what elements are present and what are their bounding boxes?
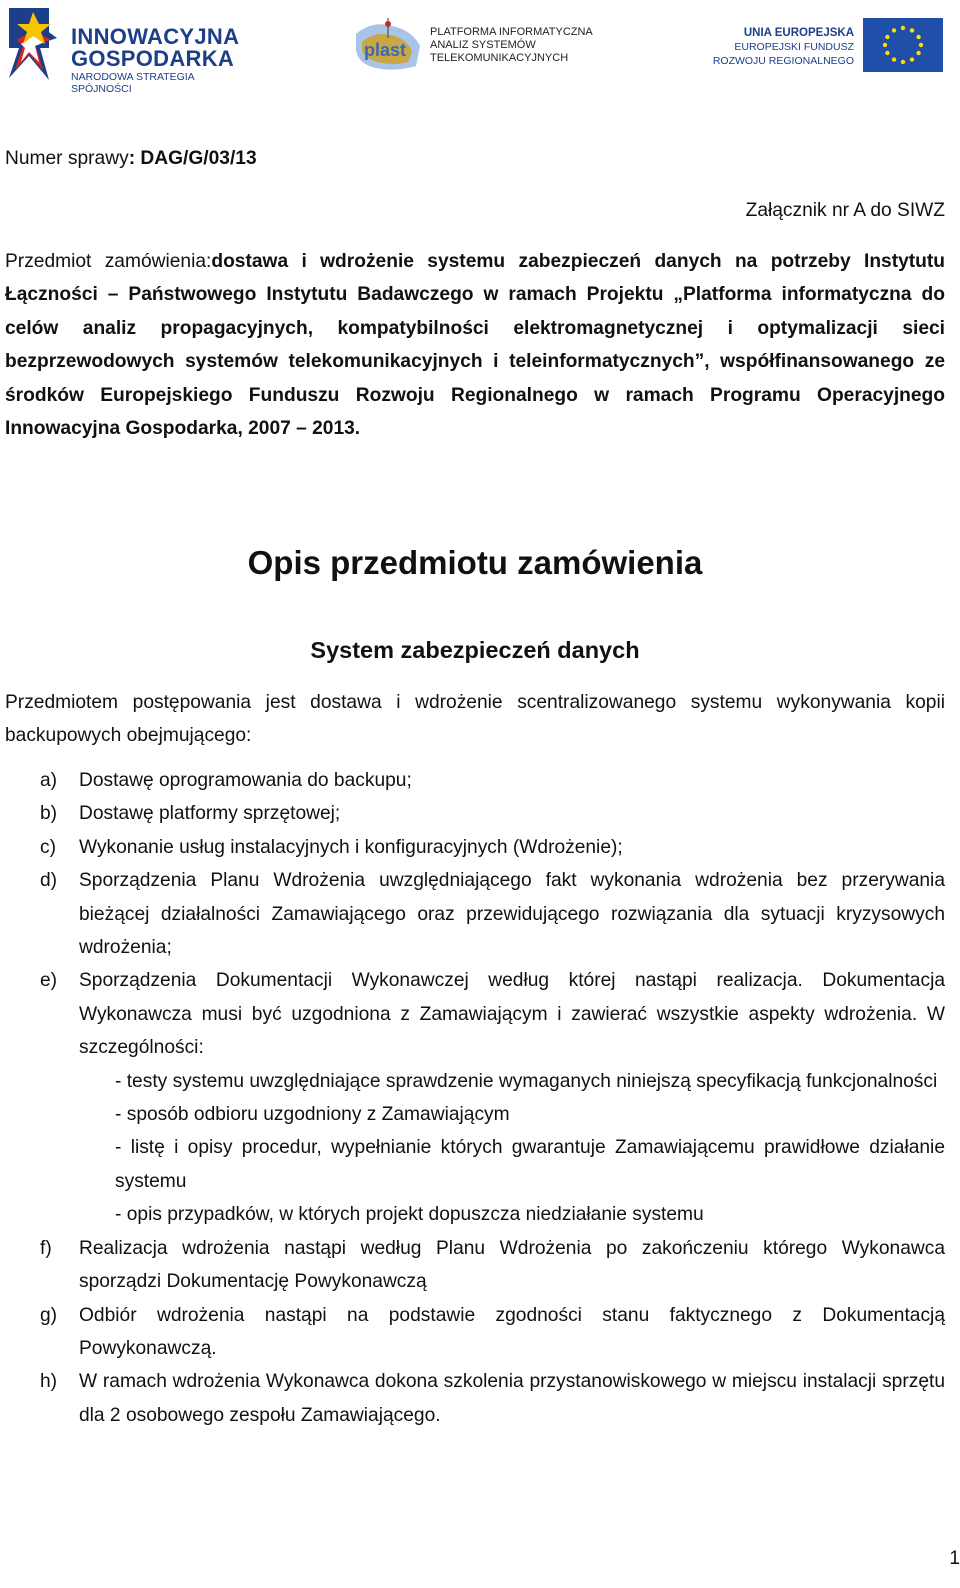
list-item — [5, 1365, 945, 1432]
list-item — [5, 764, 945, 797]
eu-line2: EUROPEJSKI FUNDUSZ — [734, 41, 854, 53]
plast-line1: PLATFORMA INFORMATYCZNA — [430, 26, 593, 38]
case-label: Numer sprawy — [5, 148, 129, 169]
requirements-list — [5, 764, 945, 1432]
eu-flag-icon — [863, 18, 943, 72]
list-item-text: Realizacja wdrożenia nastąpi według Planu Wdrożenia po zakończeniu którego Wykonawca sporządzi Dokumentację Powykonawczą — [79, 1237, 945, 1293]
list-item-text: Sporządzenia Dokumentacji Wykonawczej według której nastąpi realizacja. Dokumentacja Wykonawcza musi być uzgodniona z Zamawiającym i zawierać wszystkie aspekty wdrożenia. W szczególności: — [79, 970, 945, 1059]
plast-logo — [352, 16, 602, 76]
eu-line3: ROZWOJU REGIONALNEGO — [712, 55, 854, 67]
list-item — [5, 831, 945, 864]
list-item-text: Dostawę platformy sprzętowej; — [79, 803, 341, 825]
subject-text: dostawa i wdrożenie systemu zabezpieczeń danych na potrzeby Instytutu Łączności – Państwowego Instytutu Badawczego w ramach Projektu „Platforma informatyczna do celów analiz propagacyjnych, kompatybilności elektromagnetycznej i optymalizacji sieci bezprzewodowych systemów telekomunikacyjnych i teleinformatycznych”, współfinansowanego ze środków Europejskiego Funduszu Rozwoju Regionalnego w ramach Programu Operacyjnego Innowacyjna Gospodarka, 2007 – 2013. — [5, 251, 945, 440]
list-item-text: W ramach wdrożenia Wykonawca dokona szkolenia przystanowiskowego w miejscu instalacji sprzętu dla 2 osobowego zespołu Zamawiającego. — [79, 1371, 945, 1426]
document-subtitle: System zabezpieczeń danych — [310, 637, 640, 663]
plast-line3: TELEKOMUNIKACYJNYCH — [430, 52, 569, 64]
eu-logo — [712, 18, 946, 74]
list-marker: c) — [40, 836, 56, 858]
list-marker: d) — [40, 870, 58, 892]
list-marker: b) — [40, 803, 58, 825]
ig-line3: NARODOWA STRATEGIA SPÓJNOŚCI — [71, 71, 195, 95]
page-number: 1 — [949, 1548, 960, 1569]
list-marker: a) — [40, 770, 58, 791]
subject-label: Przedmiot zamówienia: — [5, 251, 212, 272]
intro-paragraph: Przedmiotem postępowania jest dostawa i wdrożenie scentralizowanego systemu wykonywania kopii backupowych obejmującego: — [5, 692, 945, 747]
list-marker: h) — [40, 1371, 58, 1393]
case-colon: : — [128, 148, 136, 169]
eu-line1: UNIA EUROPEJSKA — [743, 27, 854, 39]
sub-item: - listę i opisy procedur, wypełnianie których gwarantuje Zamawiającemu prawidłowe działanie systemu — [115, 1137, 945, 1192]
list-item-text: Sporządzenia Planu Wdrożenia uwzględniającego fakt wykonania wdrożenia bez przerywania bieżącej działalności Zamawiającego oraz przewidującego rozwiązania dla sytuacji kryzysowych wdrożenia; — [79, 870, 945, 959]
annex-label: Załącznik nr A do SIWZ — [745, 200, 945, 221]
case-number — [5, 142, 945, 175]
list-item — [5, 1232, 945, 1299]
case-value: DAG/G/03/13 — [135, 148, 257, 169]
list-marker: e) — [40, 970, 58, 992]
sub-item: - sposób odbioru uzgodniony z Zamawiającym — [115, 1104, 510, 1126]
list-item-text: Dostawę oprogramowania do backupu; — [79, 770, 412, 791]
plast-line2: ANALIZ SYSTEMÓW — [430, 39, 536, 51]
list-item-text: Odbiór wdrożenia nastąpi na podstawie zgodności stanu faktycznego z Dokumentacją Powykonawczą. — [79, 1304, 945, 1359]
sub-item: - testy systemu uwzględniające sprawdzenie wymaganych niniejszą specyfikacją funkcjonalności — [115, 1070, 938, 1092]
ig-star-icon — [5, 4, 67, 86]
innowacyjna-gospodarka-logo — [5, 4, 250, 95]
ig-line2: GOSPODARKA — [71, 46, 235, 71]
eu-text — [713, 26, 854, 68]
list-marker: f) — [40, 1237, 52, 1259]
list-item — [5, 964, 945, 1231]
list-item — [5, 864, 945, 964]
plast-mark-icon — [352, 16, 424, 76]
list-item — [5, 1299, 945, 1366]
list-item — [5, 797, 945, 830]
sub-item: - opis przypadków, w których projekt dopuszcza niedziałanie systemu — [115, 1204, 704, 1226]
document-title: Opis przedmiotu zamówienia — [247, 544, 703, 581]
ig-line1: INNOWACYJNA — [71, 24, 240, 49]
subject-paragraph — [5, 245, 945, 445]
list-item-text: Wykonanie usług instalacyjnych i konfiguracyjnych (Wdrożenie); — [79, 836, 623, 858]
list-marker: g) — [40, 1304, 58, 1326]
page-header — [0, 0, 960, 100]
plast-text — [430, 26, 593, 65]
plast-mark-text: plast — [364, 40, 407, 60]
